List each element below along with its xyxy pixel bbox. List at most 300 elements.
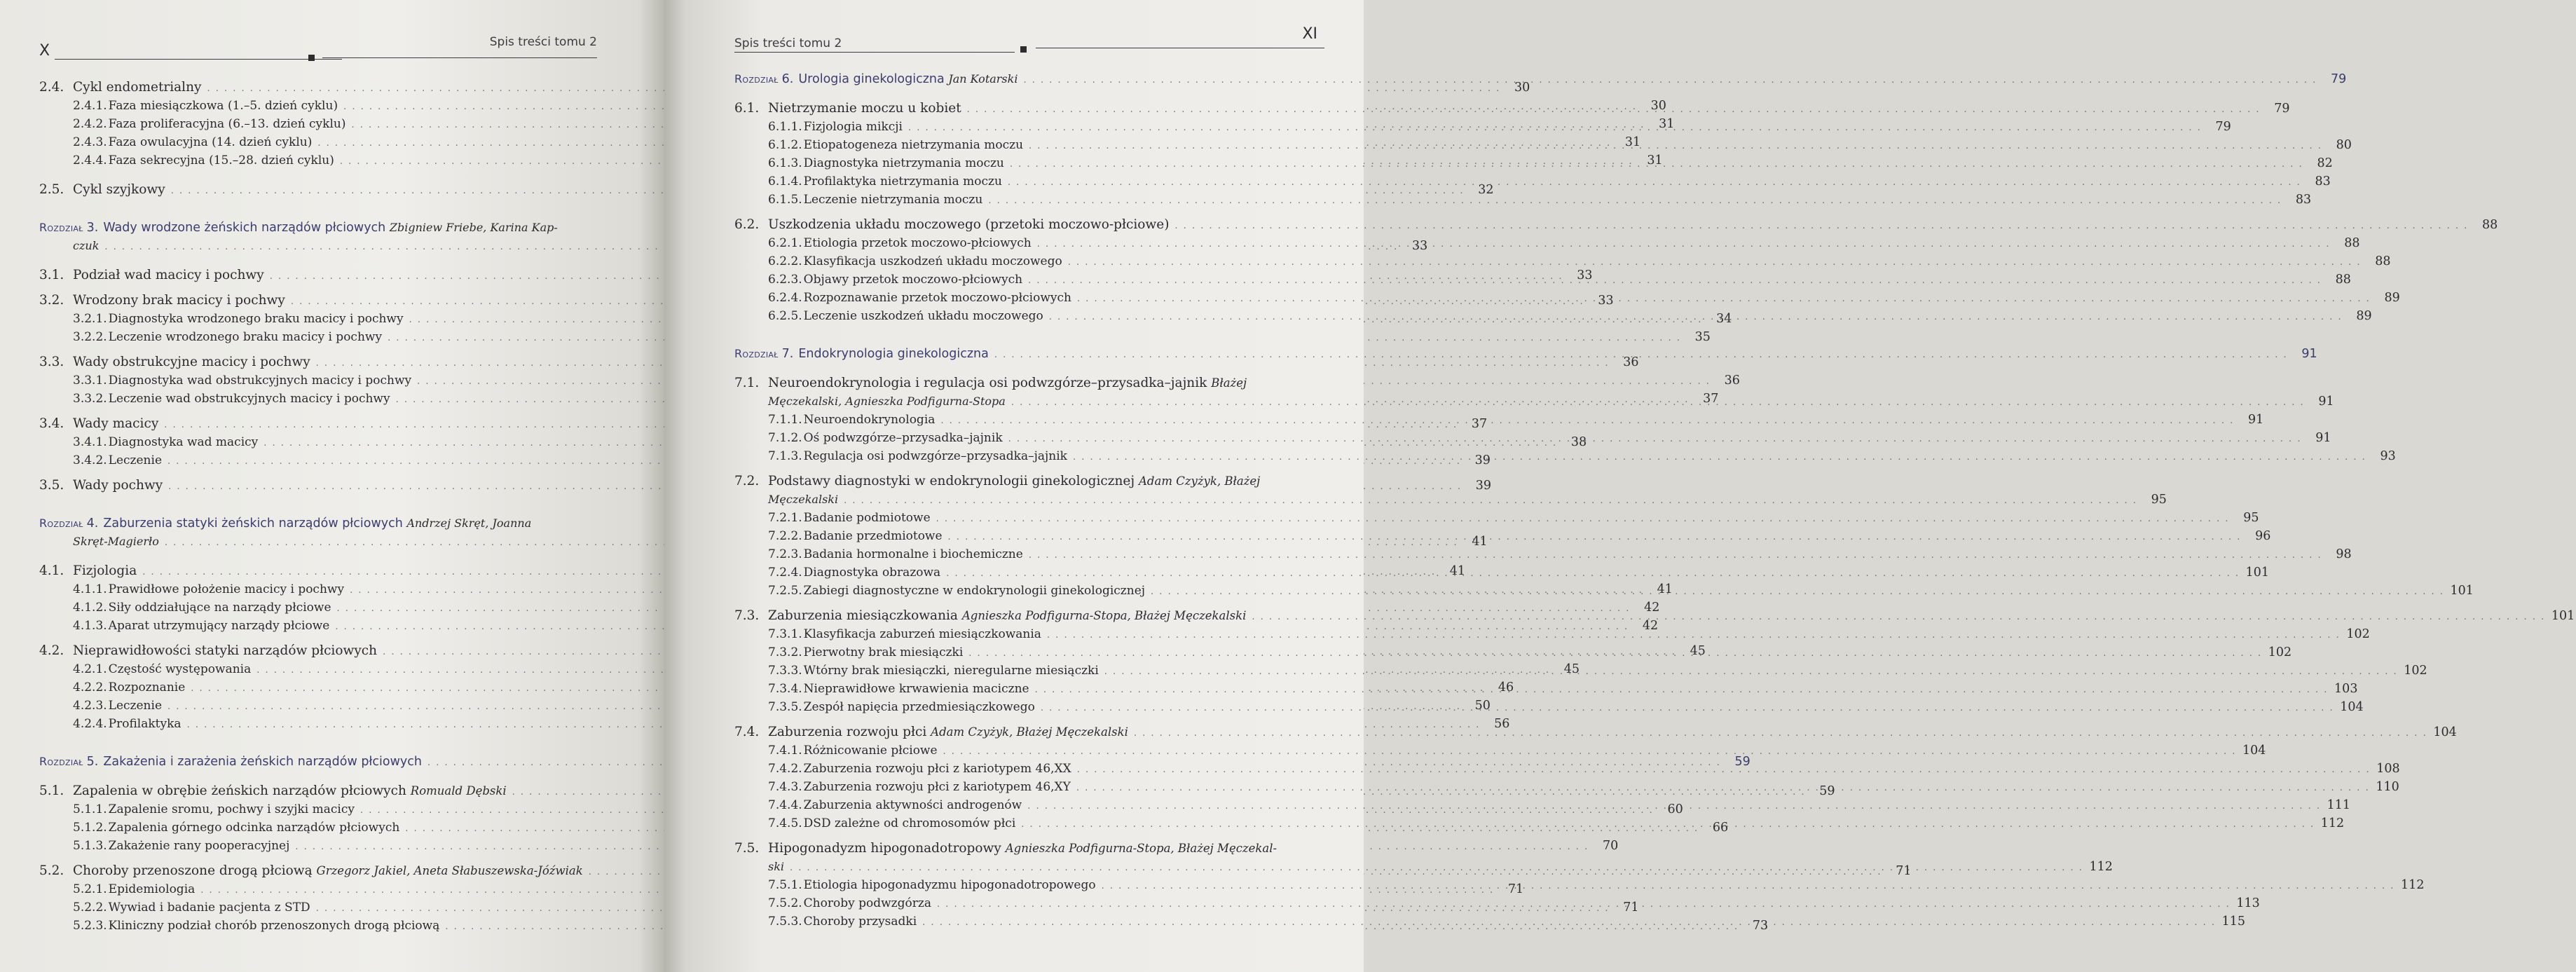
entry-title: Zespół napięcia przedmiesiączkowego xyxy=(803,700,1035,714)
entry-title-line xyxy=(804,625,1041,643)
entry-title-line xyxy=(804,307,1043,325)
page-number: 104 xyxy=(2433,725,2457,739)
dot-leader xyxy=(1037,235,2331,254)
running-head: Spis treści tomu 2 xyxy=(734,36,842,50)
entry-title: Podstawy diagnostyki w endokrynologii ginekologicznej xyxy=(768,474,1135,488)
entry-number: 7.4.5. xyxy=(768,816,802,830)
entry-title: Podział wad macicy i pochwy xyxy=(73,268,264,282)
entry-title-line xyxy=(804,912,917,931)
chapter-title: Endokrynologia ginekologiczna xyxy=(798,347,989,361)
entry-number: 7.2.5. xyxy=(768,584,802,598)
page-number: 91 xyxy=(2301,347,2317,361)
entry-title: Zaburzenia aktywności androgenów xyxy=(803,798,1022,812)
dot-leader xyxy=(1134,725,2427,743)
entry-title-line xyxy=(109,115,346,133)
entry-number: 6.1.1. xyxy=(768,120,802,134)
entry-number: 2.4.1. xyxy=(73,99,107,113)
entry-title-line xyxy=(109,390,390,408)
page-number: 42 xyxy=(1642,619,1659,633)
entry-number: 7.2.3. xyxy=(768,547,802,561)
page-number: 91 xyxy=(2318,395,2334,409)
dot-leader xyxy=(1021,816,2315,834)
section-entry xyxy=(734,840,1323,858)
entry-title-line xyxy=(109,451,162,470)
entry-number: 5.1.1. xyxy=(73,802,107,816)
entry-title-line xyxy=(768,100,961,118)
page-number: 102 xyxy=(2404,664,2427,678)
entry-authors: Romuald Dębski xyxy=(410,784,507,798)
chapter-entry xyxy=(39,514,597,533)
entry-title-line xyxy=(109,800,355,819)
running-head: Spis treści tomu 2 xyxy=(489,35,597,49)
page-number: 45 xyxy=(1690,644,1706,658)
page-number: 102 xyxy=(2346,627,2370,641)
entry-title-line xyxy=(109,433,259,451)
page-number: 56 xyxy=(1494,717,1510,731)
entry-title-line xyxy=(109,837,290,855)
entry-title: Oś podwzgórze–przysadka–jajnik xyxy=(803,431,1003,445)
chapter-label: Rozdział xyxy=(734,347,779,360)
entry-title-line xyxy=(768,840,1277,858)
entry-title: Leczenie uszkodzeń układu moczowego xyxy=(803,309,1043,323)
entry-title-line xyxy=(109,598,331,617)
authors-continued: Skręt-Magierło xyxy=(73,535,159,548)
page-number: 45 xyxy=(1563,662,1580,676)
entry-title-line xyxy=(109,819,400,837)
chapter-title: Urologia ginekologiczna xyxy=(798,72,945,86)
page-number: 35 xyxy=(1694,330,1711,344)
entry-title-line xyxy=(73,782,507,800)
entry-title: Badania hormonalne i biochemiczne xyxy=(803,547,1023,561)
entry-number: 7.3. xyxy=(734,608,760,623)
entry-title-line xyxy=(768,472,1260,491)
entry-title-line xyxy=(73,78,201,97)
dot-leader xyxy=(1151,583,2444,601)
entry-title-line xyxy=(109,580,344,598)
header-rule xyxy=(322,57,597,58)
dot-leader xyxy=(844,492,2137,510)
entry-number: 7.2.1. xyxy=(768,511,802,525)
page-number: 88 xyxy=(2344,236,2360,250)
entry-title: Zapalenia górnego odcinka narządów płciowych xyxy=(108,821,400,835)
entry-title: Wady macicy xyxy=(73,416,159,431)
spacer xyxy=(734,363,1323,374)
page-number: 60 xyxy=(1667,802,1683,816)
spacer xyxy=(39,495,597,514)
dot-leader xyxy=(1073,449,2366,467)
entry-number: 6.2.1. xyxy=(768,236,802,250)
entry-title: Neuroendokrynologia i regulacja osi podwzgórze–przysadka–jajnik xyxy=(768,376,1207,390)
dot-leader xyxy=(1047,627,2341,645)
page-number: 88 xyxy=(2335,273,2351,287)
page-number: 71 xyxy=(1896,864,1912,878)
chapter-authors: Jan Kotarski xyxy=(948,72,1018,85)
entry-number: 3.2.2. xyxy=(73,330,107,344)
entry-title: Wrodzony brak macicy i pochwy xyxy=(73,293,285,308)
page-number: 33 xyxy=(1411,239,1428,253)
page-number: 98 xyxy=(2336,547,2352,561)
entry-title-line xyxy=(804,411,936,429)
entry-title: Faza owulacyjna (14. dzień cyklu) xyxy=(108,135,313,149)
page-number: 39 xyxy=(1474,453,1491,467)
page-number: 31 xyxy=(1659,117,1675,131)
entry-number: 3.3. xyxy=(39,355,64,369)
entry-title: Objawy przetok moczowo-płciowych xyxy=(803,273,1023,287)
entry-title: Leczenie xyxy=(108,453,163,467)
page-number: 34 xyxy=(1716,312,1732,326)
entry-number: 7.3.2. xyxy=(768,645,802,659)
entry-title-line xyxy=(804,894,931,912)
dot-leader xyxy=(968,645,2262,663)
dot-leader xyxy=(1008,174,2301,192)
page-number: 93 xyxy=(2380,449,2396,463)
authors-continued: Męczekalski xyxy=(768,493,839,506)
entry-title-line xyxy=(804,118,903,136)
entry-title-line xyxy=(109,328,382,346)
entry-number: 7.3.3. xyxy=(768,664,802,678)
entry-number: 7.1.1. xyxy=(768,413,802,427)
entry-title-line xyxy=(109,660,252,678)
page-number: 115 xyxy=(2221,915,2246,929)
entry-title: Hipogonadyzm hipogonadotropowy xyxy=(768,841,1001,856)
dot-leader xyxy=(790,859,2083,877)
entry-title: Regulacja osi podwzgórze–przysadka–jajnik xyxy=(803,449,1067,463)
dot-leader xyxy=(1049,308,2343,327)
header-rule xyxy=(734,52,1015,53)
dot-leader xyxy=(988,192,2282,210)
entry-title-line xyxy=(804,154,1004,172)
entry-number: 7.4.3. xyxy=(768,780,802,794)
entry-title: Zapalenia w obrębie żeńskich narządów płciowych xyxy=(73,783,406,798)
dot-leader xyxy=(1029,547,2322,565)
entry-title-line xyxy=(734,70,1018,88)
entry-number: 3.5. xyxy=(39,478,64,493)
entry-title-line xyxy=(109,371,411,390)
entry-title: Zapalenie sromu, pochwy i szyjki macicy xyxy=(108,802,355,816)
entry-title: Badanie podmiotowe xyxy=(803,511,931,525)
entry-number: 4.2.2. xyxy=(73,680,107,694)
entry-title: Faza miesiączkowa (1.–5. dzień cyklu) xyxy=(108,99,338,113)
entry-number: 6.1.4. xyxy=(768,174,802,189)
page-number: 101 xyxy=(2245,566,2270,580)
authors-continued: czuk xyxy=(73,239,100,252)
authors-continued: ski xyxy=(768,860,785,873)
page-number: 104 xyxy=(2242,744,2266,758)
entry-title-line xyxy=(768,491,838,509)
entry-title-line xyxy=(768,374,1247,392)
section-entry xyxy=(734,216,2498,234)
entry-number: 4.2.3. xyxy=(73,699,107,713)
entry-title: Rozpoznawanie przetok moczowo-płciowych xyxy=(803,291,1071,305)
entry-title: Leczenie xyxy=(108,699,163,713)
chapter-authors: Zbigniew Friebe, Karina Kap- xyxy=(389,221,558,234)
entry-number: 7.2.2. xyxy=(768,529,802,543)
entry-title: Choroby przysadki xyxy=(803,915,917,929)
page-number: 89 xyxy=(2356,309,2372,323)
spacer xyxy=(39,551,597,562)
entry-number: 5.2.1. xyxy=(73,882,107,896)
page-number: 113 xyxy=(2236,896,2260,910)
chapter-label: Rozdział xyxy=(39,516,83,530)
entry-title-line xyxy=(804,760,1071,778)
page-number: 110 xyxy=(2376,780,2399,794)
entry-title: Rozpoznanie xyxy=(108,680,186,694)
subsection-entry xyxy=(734,509,2259,527)
page-number: 102 xyxy=(2268,645,2292,659)
entry-number: 6.2. xyxy=(734,217,760,232)
entry-title-line xyxy=(734,345,989,363)
page-number: 71 xyxy=(1507,882,1524,896)
entry-number: 6.1.3. xyxy=(768,156,802,170)
dot-leader xyxy=(1023,71,2317,90)
entry-title-line xyxy=(109,310,404,328)
dot-leader xyxy=(1076,779,2370,798)
entry-title: Wtórny brak miesiączki, nieregularne miesiączki xyxy=(803,664,1099,678)
chapter-number: 4. xyxy=(86,516,99,531)
entry-number: 4.1. xyxy=(39,563,64,578)
entry-title-line xyxy=(109,697,162,715)
page-number: 91 xyxy=(2315,431,2331,445)
entry-title: Zaburzenia miesiączkowania xyxy=(768,608,958,623)
subsection-entry xyxy=(39,328,1711,346)
page-number: 112 xyxy=(2401,878,2425,892)
entry-number: 2.4.4. xyxy=(73,153,107,167)
entry-title: Etiopatogeneza nietrzymania moczu xyxy=(803,138,1024,152)
spacer xyxy=(734,88,1323,100)
entry-title: Etiologia hipogonadyzmu hipogonadotropowego xyxy=(803,878,1096,892)
entry-title: Leczenie nietrzymania moczu xyxy=(803,193,983,207)
left-page-header xyxy=(39,0,597,62)
dot-leader xyxy=(946,565,2240,583)
entry-number: 2.4.3. xyxy=(73,135,107,149)
page-number: 36 xyxy=(1724,374,1740,388)
page-number: 71 xyxy=(1623,901,1639,915)
dot-leader xyxy=(1077,761,2371,779)
entry-title-line xyxy=(73,562,137,580)
page-number: 41 xyxy=(1472,535,1488,549)
page-number: 88 xyxy=(2375,254,2391,268)
dot-leader xyxy=(1008,430,2302,449)
entry-number: 5.1.2. xyxy=(73,821,107,835)
subsection-entry xyxy=(734,191,2312,209)
entry-title-line xyxy=(73,292,285,310)
entry-title-line xyxy=(109,917,440,935)
page-number: 89 xyxy=(2384,291,2400,305)
entry-number: 3.4.1. xyxy=(73,435,107,449)
entry-title-line xyxy=(804,271,1022,289)
header-square-ornament xyxy=(1020,46,1027,53)
entry-title: Epidemiologia xyxy=(108,882,196,896)
entry-title: Fizjologia xyxy=(73,563,137,578)
entry-title: Nieprawidłowości statyki narządów płciowych xyxy=(73,643,378,658)
page-number: 101 xyxy=(2551,609,2575,623)
chapter-label: Rozdział xyxy=(734,72,779,85)
entry-title-line xyxy=(73,237,99,255)
entry-title-line xyxy=(804,429,1003,447)
page-number: 95 xyxy=(2243,511,2259,525)
entry-title: Wywiad i badanie pacjenta z STD xyxy=(108,901,310,915)
entry-title-line xyxy=(73,533,159,551)
chapter-title: Zakażenia i zarażenia żeńskich narządów płciowych xyxy=(103,755,422,769)
page-number: 30 xyxy=(1514,81,1530,95)
page-number: 91 xyxy=(2247,413,2264,427)
entry-title-line xyxy=(804,447,1067,465)
page-number: 33 xyxy=(1577,268,1593,282)
entry-title: Prawidłowe położenie macicy i pochwy xyxy=(108,582,345,596)
entry-title-line xyxy=(39,514,531,533)
entry-number: 3.3.1. xyxy=(73,374,107,388)
entry-title: Częstość występowania xyxy=(108,662,252,676)
page-number: 83 xyxy=(2315,174,2331,189)
entry-number: 3.4.2. xyxy=(73,453,107,467)
page-number: 79 xyxy=(2215,120,2231,134)
entry-title-line xyxy=(73,642,377,660)
page-number: 108 xyxy=(2376,762,2400,776)
page-number: 88 xyxy=(2481,218,2498,232)
chapter-label: Rozdział xyxy=(39,221,83,234)
dot-leader xyxy=(1029,137,2322,156)
entry-title: Wady obstrukcyjne macicy i pochwy xyxy=(73,355,310,369)
entry-number: 7.2. xyxy=(734,474,760,488)
entry-title-line xyxy=(804,289,1071,307)
entry-title-line xyxy=(768,216,1169,234)
entry-title: Faza sekrecyjna (15.–28. dzień cyklu) xyxy=(108,153,334,167)
entry-title-line xyxy=(804,582,1145,600)
subsection-entry xyxy=(734,252,2391,271)
spacer xyxy=(39,199,597,219)
entry-number: 4.2. xyxy=(39,643,64,658)
entry-title-line xyxy=(804,741,938,760)
entry-number: 2.5. xyxy=(39,182,64,197)
entry-title-line xyxy=(109,97,338,115)
entry-title-line xyxy=(804,136,1023,154)
entry-number: 7.3.4. xyxy=(768,682,802,696)
entry-title-line xyxy=(73,862,583,880)
page-number: 70 xyxy=(1602,839,1619,853)
page-number: 112 xyxy=(2320,816,2345,830)
dot-leader xyxy=(1011,394,2305,412)
entry-authors: Adam Czyżyk, Błażej Męczekalski xyxy=(931,725,1128,739)
entry-title: Klasyfikacja uszkodzeń układu moczowego xyxy=(803,254,1062,268)
dot-leader xyxy=(922,914,2216,932)
entry-title: Diagnostyka nietrzymania moczu xyxy=(803,156,1004,170)
entry-number: 3.1. xyxy=(39,268,64,282)
entry-number: 7.3.1. xyxy=(768,627,802,641)
page-number: 42 xyxy=(1644,601,1660,615)
entry-title-line xyxy=(109,151,334,170)
entry-number: 2.4. xyxy=(39,80,64,95)
page-number: 82 xyxy=(2317,156,2333,170)
page-number: 32 xyxy=(1478,183,1494,197)
page-number: 95 xyxy=(2151,493,2167,507)
page-number: 104 xyxy=(2340,700,2364,714)
entry-title: Profilaktyka nietrzymania moczu xyxy=(803,174,1002,189)
entry-number: 5.2.2. xyxy=(73,901,107,915)
entry-title: Kliniczny podział chorób przenoszonych drogą płciową xyxy=(108,919,440,933)
page-number: 59 xyxy=(1734,755,1751,769)
entry-number: 5.2. xyxy=(39,863,64,878)
entry-title-line xyxy=(73,477,163,495)
entry-title: Faza proliferacyjna (6.–13. dzień cyklu) xyxy=(108,117,346,131)
entry-title-line xyxy=(109,715,181,733)
page-folio: XI xyxy=(1302,25,1317,43)
page-number: 103 xyxy=(2334,682,2358,696)
page-number: 41 xyxy=(1449,564,1466,578)
entry-title: Nietrzymanie moczu u kobiet xyxy=(768,101,961,116)
entry-title-line xyxy=(73,266,264,285)
page-number: 101 xyxy=(2450,584,2474,598)
entry-number: 6.2.5. xyxy=(768,309,802,323)
entry-title: Etiologia przetok moczowo-płciowych xyxy=(803,236,1032,250)
entry-title: Zakażenie rany pooperacyjnej xyxy=(108,839,290,853)
entry-number: 6.2.4. xyxy=(768,291,802,305)
dot-leader xyxy=(1041,699,2334,718)
entry-title: Zaburzenia rozwoju płci z kariotypem 46,XY xyxy=(803,780,1071,794)
entry-title-line xyxy=(109,617,330,635)
header-rule xyxy=(55,59,342,60)
entry-title-line xyxy=(768,607,1246,625)
entry-number: 4.1.1. xyxy=(73,582,107,596)
entry-title: Neuroendokrynologia xyxy=(803,413,936,427)
dot-leader xyxy=(937,896,2231,914)
entry-title-line xyxy=(73,353,310,371)
spacer xyxy=(39,771,597,782)
spacer xyxy=(39,170,597,181)
entry-number: 6.1.2. xyxy=(768,138,802,152)
entry-title: Zabiegi diagnostyczne w endokrynologii ginekologicznej xyxy=(803,584,1146,598)
entry-number: 7.5. xyxy=(734,841,760,856)
entry-title: DSD zależne od chromosomów płci xyxy=(803,816,1016,830)
entry-number: 7.3.5. xyxy=(768,700,802,714)
entry-title-line xyxy=(804,662,1099,680)
page-number: 38 xyxy=(1570,435,1587,449)
dot-leader xyxy=(940,412,2234,430)
page-number: 37 xyxy=(1471,417,1488,431)
page-number: 83 xyxy=(2295,193,2312,207)
right-page-header xyxy=(734,0,1323,62)
entry-title: Siły oddziałujące na narządy płciowe xyxy=(108,601,331,615)
entry-title: Choroby przenoszone drogą płciową xyxy=(73,863,313,878)
entry-number: 7.4. xyxy=(734,725,760,739)
spacer xyxy=(39,733,597,753)
entry-title: Uszkodzenia układu moczowego (przetoki moczowo-płciowe) xyxy=(768,217,1170,232)
page-number: 79 xyxy=(2274,102,2290,116)
entry-authors: Grzegorz Jakiel, Aneta Słabuszewska-Jóźwiak xyxy=(316,864,583,877)
entry-title-line xyxy=(804,643,964,662)
page-number: 41 xyxy=(1657,582,1673,596)
page-number: 79 xyxy=(2331,72,2347,86)
entry-title: Różnicowanie płciowe xyxy=(803,744,938,758)
entry-title-line xyxy=(804,509,931,527)
entry-number: 7.1. xyxy=(734,376,760,390)
entry-number: 4.2.1. xyxy=(73,662,107,676)
dot-leader xyxy=(1174,217,2468,235)
entry-title-line xyxy=(109,133,313,151)
entry-title-line xyxy=(73,415,158,433)
chapter-number: 6. xyxy=(781,72,794,86)
entry-number: 7.5.2. xyxy=(768,896,802,910)
page-number: 59 xyxy=(1819,784,1835,798)
page-folio: X xyxy=(39,42,50,60)
entry-title: Zaburzenia rozwoju płci xyxy=(768,725,927,739)
entry-number: 5.1.3. xyxy=(73,839,107,853)
entry-title: Wady pochwy xyxy=(73,478,163,493)
entry-number: 6.1.5. xyxy=(768,193,802,207)
entry-title: Diagnostyka wrodzonego braku macicy i pochwy xyxy=(108,312,404,326)
page-number: 39 xyxy=(1475,479,1491,493)
entry-continuation xyxy=(734,491,2167,509)
entry-number: 5.1. xyxy=(39,783,64,798)
